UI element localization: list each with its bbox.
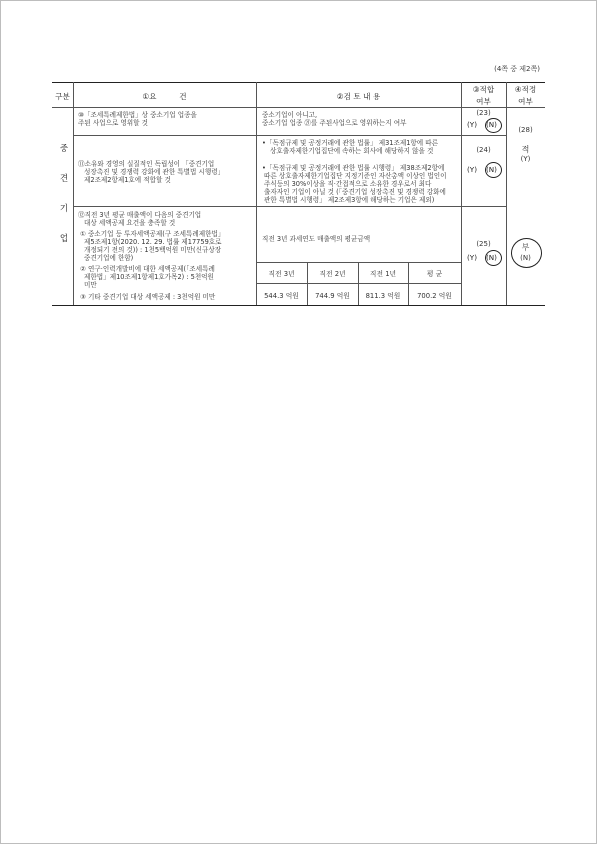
table-bottom-border <box>52 305 545 306</box>
row3-requirement-line: 대상 세액공제 요건을 충족할 것 <box>84 219 176 227</box>
header-bottom-border <box>52 107 545 108</box>
page-number-label: (4쪽 중 제2쪽) <box>494 65 540 73</box>
row2-bottom-border <box>73 206 506 207</box>
row2-yes-option[interactable]: (Y) <box>467 165 477 174</box>
sales-value-3y: 544.3 억원 <box>264 292 299 300</box>
adequacy-no-option[interactable]: (N) <box>520 254 531 262</box>
adequacy-unfit-selected-circle <box>511 238 542 268</box>
row3-requirement-line: ⑫직전 3년 평균 매출액이 다음의 중견기업 <box>78 211 202 219</box>
adequacy-yes-option[interactable]: (Y) <box>520 155 531 163</box>
sales-header-1y: 직전 1년 <box>369 270 397 278</box>
sales-value-1y: 811.3 억원 <box>365 292 401 300</box>
header-review: ②검 토 내 용 <box>336 92 381 101</box>
row2-requirement-line: 성장촉진 및 경쟁력 강화에 관한 특별법 시행령」 <box>84 168 225 176</box>
row2-item-number: (24) <box>476 146 491 154</box>
row2-review-bullet2-line: 주식등의 30%이상을 직·간접적으로 소유한 경우로서 최다 <box>264 180 432 188</box>
category-char: 기 <box>59 204 69 214</box>
row3-requirement-item2-line: 제한법」제10조제1항제1호가목2) : 5천억원 <box>84 273 214 281</box>
adequacy-number: (28) <box>518 126 533 134</box>
adequacy-word-unfit: 부 <box>521 243 530 252</box>
row2-review-bullet2-line: 관한 특별법 시행령」 제2조제3항에 해당하는 기업은 제외) <box>264 196 435 204</box>
row3-item-number: (25) <box>476 240 491 248</box>
row1-item-number: (23) <box>476 109 491 117</box>
row2-requirement-line: 제2조제2항제1호에 적합할 것 <box>84 176 171 184</box>
sales-value-average: 700.2 억원 <box>417 292 452 300</box>
sales-header-3y: 직전 3년 <box>268 270 295 278</box>
conformity-column-divider <box>506 82 507 305</box>
row2-review-bullet1-line: •「독점규제 및 공정거래에 관한 법률」 제31조제1항에 따른 <box>262 139 438 147</box>
row3-no-option[interactable]: (N) <box>486 253 497 262</box>
row1-requirement-line: ⑩「조세특례제한법」상 중소기업 업종을 <box>78 111 197 119</box>
row2-no-option[interactable]: (N) <box>486 165 497 174</box>
adequacy-word-fit: 적 <box>521 145 530 154</box>
row1-requirement-line: 주된 사업으로 영위할 것 <box>78 119 148 127</box>
row3-no-selected-circle <box>485 250 502 266</box>
row2-review-bullet2-line: 따른 상호출자제한기업집단 지정기준인 자산총액 이상인 법인이 <box>264 172 447 180</box>
sales-header-2y: 직전 2년 <box>319 270 346 278</box>
row3-requirement-item2-line: 미만 <box>84 281 97 289</box>
header-conformity-line2: 여부 <box>476 97 491 106</box>
row1-yes-option[interactable]: (Y) <box>467 120 477 129</box>
row1-review-line: 중소기업이 아니고, <box>262 111 318 119</box>
row3-requirement-item1-line: ① 중소기업 등 투자세액공제(구 조세특례제한법」 <box>80 230 225 238</box>
sales-value-2y: 744.9 억원 <box>315 292 350 300</box>
row2-review-bullet2-line: 출자자인 기업이 아닐 것 (「중견기업 성장촉진 및 경쟁력 강화에 <box>264 188 446 196</box>
row3-requirement-item3-line: ③ 기타 중견기업 대상 세액공제 : 3천억원 미만 <box>80 293 216 301</box>
row3-requirement-item2-line: ② 연구·인력개발비에 대한 세액공제(「조세특례 <box>80 265 215 273</box>
row2-review-bullet1-line: 상호출자제한기업집단에 속하는 회사에 해당하지 않을 것 <box>270 147 434 155</box>
row1-no-selected-circle <box>485 118 502 133</box>
header-adequacy-line1: ④적정 <box>514 85 537 94</box>
header-adequacy-line2: 여부 <box>518 97 533 106</box>
header-category: 구분 <box>55 92 70 101</box>
row3-requirement-item1-line: 개정되기 전의 것)) : 1천5백억원 미만(신규상장 <box>84 246 222 254</box>
row1-review-line: 중소기업 업종 ㉑를 주된사업으로 영위하는지 여부 <box>262 119 407 127</box>
row3-requirement-item1-line: 제5조제1항(2020. 12. 29. 법률 제17759호로 <box>84 238 222 246</box>
row3-review-title: 직전 3년 과세연도 매출액의 평균금액 <box>262 235 371 243</box>
row2-review-bullet2-line: •「독점규제 및 공정거래에 관한 법률 시행령」 제38조제2항에 <box>262 164 445 172</box>
table-top-border <box>52 82 545 83</box>
row2-requirement-line: ⑪소유와 경영의 실질적인 독립성이 「중견기업 <box>78 160 215 168</box>
row3-requirement-item1-line: 중견기업에 한함) <box>84 254 134 262</box>
row1-bottom-border <box>73 135 506 136</box>
category-char: 업 <box>59 234 69 244</box>
sales-header-average: 평 균 <box>426 270 443 278</box>
row2-no-selected-circle <box>485 162 502 178</box>
row3-yes-option[interactable]: (Y) <box>467 253 477 262</box>
header-requirement: ①요 건 <box>142 92 187 101</box>
row1-no-option[interactable]: (N) <box>486 120 497 129</box>
category-column-divider <box>73 82 74 305</box>
category-char: 중 <box>59 144 69 154</box>
header-conformity-line1: ③적합 <box>472 85 495 94</box>
category-char: 견 <box>59 174 69 184</box>
